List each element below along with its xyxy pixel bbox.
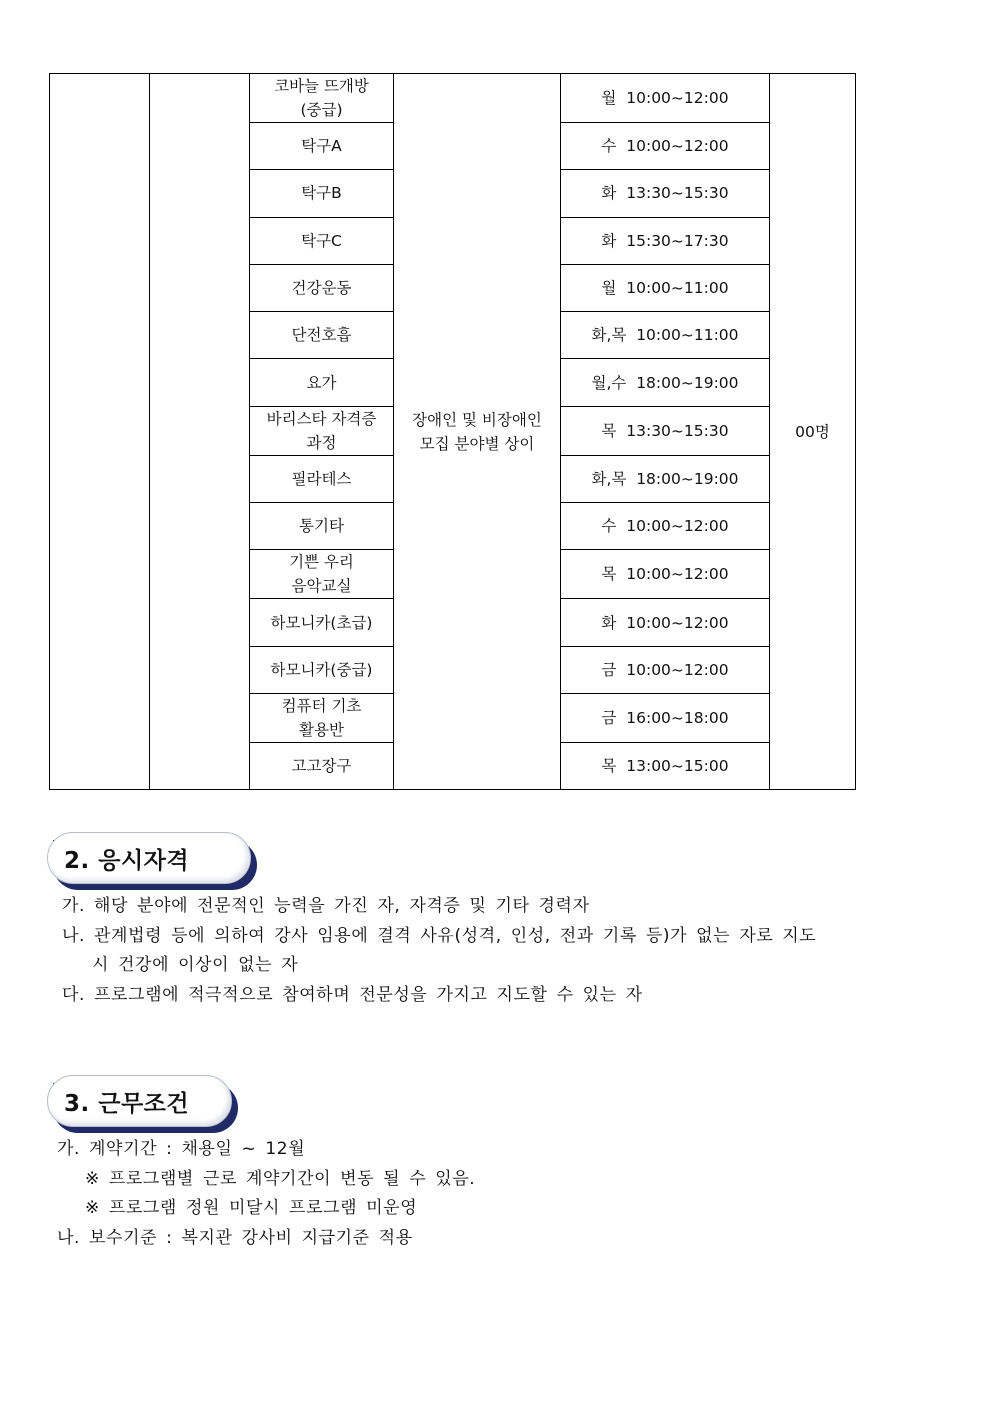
- section-3-body: [57, 1135, 475, 1253]
- section-3-title: 3. 근무조건: [64, 1091, 190, 1117]
- schedule-cell: 월,수 18:00~19:00: [561, 359, 770, 406]
- schedule-cell: 화 13:30~15:30: [561, 170, 770, 217]
- program-name-cell: 탁구B: [250, 170, 394, 217]
- program-name-cell: 통기타: [250, 503, 394, 550]
- schedule-cell: 수 10:00~12:00: [561, 123, 770, 170]
- condition-line-1: 가. 계약기간 : 채용일 ~ 12월: [57, 1139, 306, 1159]
- blank-col-2: [150, 74, 250, 790]
- section-2-body: [62, 892, 816, 1010]
- program-name-cell: 하모니카(초급): [250, 599, 394, 646]
- section-3-heading: [47, 1075, 232, 1127]
- qualification-line-3: 다. 프로그램에 적극적으로 참여하며 전문성을 가지고 지도할 수 있는 자: [62, 984, 643, 1005]
- schedule-cell: 금 10:00~12:00: [561, 646, 770, 693]
- schedule-cell: 목 13:00~15:00: [561, 742, 770, 789]
- program-name-cell: 코바늘 뜨개방 (중급): [250, 74, 394, 123]
- program-name-cell: 바리스타 자격증 과정: [250, 406, 394, 455]
- qualification-line-2: 나. 관계법령 등에 의하여 강사 임용에 결격 사유(성격, 인성, 전과 기록 등)가 없는 자로 지도: [62, 925, 817, 946]
- program-name-cell: 요가: [250, 359, 394, 406]
- schedule-cell: 월 10:00~12:00: [561, 74, 770, 123]
- condition-line-2: 나. 보수기준 : 복지관 강사비 지급기준 적용: [57, 1227, 413, 1248]
- program-schedule-table: [49, 73, 856, 790]
- schedule-cell: 수 10:00~12:00: [561, 503, 770, 550]
- headcount-cell: 00명: [770, 74, 856, 790]
- table-row: [50, 74, 856, 123]
- schedule-cell: 목 13:30~15:30: [561, 406, 770, 455]
- program-name-cell: 필라테스: [250, 455, 394, 502]
- program-name-cell: 탁구A: [250, 123, 394, 170]
- schedule-cell: 금 16:00~18:00: [561, 693, 770, 742]
- section-2-heading: [47, 832, 251, 884]
- qualification-line-2-cont: 시 건강에 이상이 없는 자: [92, 955, 299, 975]
- schedule-cell: 목 10:00~12:00: [561, 550, 770, 599]
- schedule-cell: 화 15:30~17:30: [561, 217, 770, 264]
- schedule-cell: 월 10:00~11:00: [561, 264, 770, 311]
- program-name-cell: 기쁜 우리 음악교실: [250, 550, 394, 599]
- program-name-cell: 하모니카(중급): [250, 646, 394, 693]
- condition-note-1: ※ 프로그램별 근로 계약기간이 변동 될 수 있음.: [85, 1168, 476, 1189]
- program-name-cell: 고고장구: [250, 742, 394, 789]
- program-name-cell: 단전호흡: [250, 312, 394, 359]
- condition-note-2: ※ 프로그램 정원 미달시 프로그램 미운영: [85, 1198, 418, 1218]
- schedule-cell: 화,목 10:00~11:00: [561, 312, 770, 359]
- section-2-title: 2. 응시자격: [64, 848, 190, 874]
- schedule-cell: 화 10:00~12:00: [561, 599, 770, 646]
- blank-col-1: [50, 74, 150, 790]
- qualification-line-1: 가. 해당 분야에 전문적인 능력을 가진 자, 자격증 및 기타 경력자: [62, 896, 590, 916]
- program-name-cell: 건강운동: [250, 264, 394, 311]
- program-name-cell: 탁구C: [250, 217, 394, 264]
- schedule-cell: 화,목 18:00~19:00: [561, 455, 770, 502]
- program-name-cell: 컴퓨터 기초 활용반: [250, 693, 394, 742]
- target-cell: 장애인 및 비장애인 모집 분야별 상이: [394, 74, 561, 790]
